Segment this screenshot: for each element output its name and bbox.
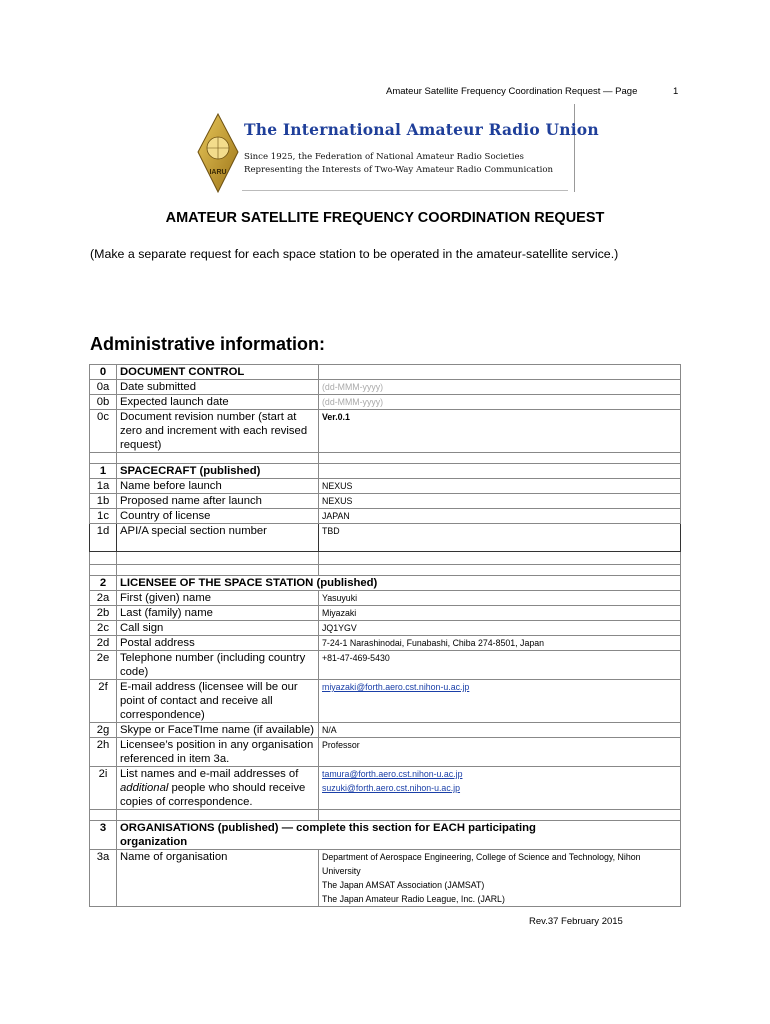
table-row <box>90 479 681 494</box>
email-field <box>319 680 681 723</box>
field-label: Expected launch date <box>117 395 319 410</box>
page-number: 1 <box>673 86 679 97</box>
field-label: Proposed name after launch <box>117 494 319 509</box>
org-tagline-1: Since 1925, the Federation of National Amateur Radio Societies <box>244 152 524 162</box>
org-entry: Department of Aerospace Engineering, College of Science and Technology, Nihon University <box>322 852 641 876</box>
row-number: 2f <box>90 680 117 723</box>
revision-footer: Rev.37 February 2015 <box>529 916 623 927</box>
table-row <box>90 591 681 606</box>
row-number: 0a <box>90 380 117 395</box>
field-label: Call sign <box>117 621 319 636</box>
row-number: 2d <box>90 636 117 651</box>
postal-address-field[interactable]: 7-24-1 Narashinodai, Funabashi, Chiba 274-8501, Japan <box>319 636 681 651</box>
organisation-field[interactable] <box>319 850 681 907</box>
country-field[interactable]: JAPAN <box>319 509 681 524</box>
org-tagline-2: Representing the Interests of Two-Way Amateur Radio Communication <box>244 165 554 175</box>
label-text: people who should receive copies of correspondence. <box>120 782 306 808</box>
section-label: DOCUMENT CONTROL <box>117 365 319 380</box>
date-submitted-field[interactable]: (dd-MMM-yyyy) <box>319 380 681 395</box>
table-row <box>90 524 681 552</box>
row-number: 2 <box>90 576 117 591</box>
email-link[interactable]: tamura@forth.aero.cst.nihon-u.ac.jp <box>322 769 463 779</box>
email-link[interactable]: suzuki@forth.aero.cst.nihon-u.ac.jp <box>322 783 461 793</box>
cc-emails-field <box>319 767 681 810</box>
table-row <box>90 380 681 395</box>
table-row <box>90 821 681 850</box>
org-entry: The Japan Amateur Radio League, Inc. (JARL) <box>322 894 505 904</box>
row-number: 1 <box>90 464 117 479</box>
section-heading: Administrative information: <box>90 334 326 354</box>
row-number: 2i <box>90 767 117 810</box>
field-label: API/A special section number <box>117 524 319 552</box>
api-section-field[interactable]: TBD <box>319 524 681 552</box>
row-number: 1a <box>90 479 117 494</box>
skype-field[interactable]: N/A <box>319 723 681 738</box>
row-number: 3 <box>90 821 117 850</box>
header-divider <box>574 104 575 192</box>
table-row <box>90 850 681 907</box>
field-label: Licensee’s position in any organisation referenced in item 3a. <box>117 738 319 767</box>
admin-form-table <box>89 364 681 907</box>
table-row <box>90 552 681 565</box>
table-row <box>90 453 681 464</box>
first-name-field[interactable]: Yasuyuki <box>319 591 681 606</box>
table-row <box>90 621 681 636</box>
field-label: Country of license <box>117 509 319 524</box>
table-row <box>90 509 681 524</box>
table-row <box>90 365 681 380</box>
row-number: 2a <box>90 591 117 606</box>
section-label: SPACECRAFT (published) <box>117 464 319 479</box>
running-header: Amateur Satellite Frequency Coordination Request — Page <box>386 86 638 97</box>
row-number: 0c <box>90 410 117 453</box>
field-label <box>117 767 319 810</box>
document-title: AMATEUR SATELLITE FREQUENCY COORDINATION REQUEST <box>165 210 605 226</box>
table-row <box>90 565 681 576</box>
row-number: 2g <box>90 723 117 738</box>
row-number: 1d <box>90 524 117 552</box>
revision-field[interactable]: Ver.0.1 <box>319 410 681 453</box>
iaru-badge-text: IARU <box>209 169 227 176</box>
table-row <box>90 636 681 651</box>
table-row <box>90 767 681 810</box>
iaru-logo-icon <box>196 112 240 194</box>
call-sign-field[interactable]: JQ1YGV <box>319 621 681 636</box>
field-label: Last (family) name <box>117 606 319 621</box>
logo-rule <box>242 190 568 191</box>
row-number: 2b <box>90 606 117 621</box>
row-number: 1b <box>90 494 117 509</box>
position-field[interactable]: Professor <box>319 738 681 767</box>
section-label: ORGANISATIONS (published) — complete this section for EACH participating organization <box>117 821 681 850</box>
row-number: 0 <box>90 365 117 380</box>
table-row <box>90 576 681 591</box>
intro-text: (Make a separate request for each space station to be operated in the amateur-satellite service.) <box>90 247 619 261</box>
table-row <box>90 494 681 509</box>
table-row <box>90 810 681 821</box>
table-row <box>90 651 681 680</box>
table-row <box>90 410 681 453</box>
field-label: E-mail address (licensee will be our point of contact and receive all correspondence) <box>117 680 319 723</box>
row-number: 0b <box>90 395 117 410</box>
row-number: 2e <box>90 651 117 680</box>
field-label: First (given) name <box>117 591 319 606</box>
value-cell <box>319 464 681 479</box>
table-row <box>90 723 681 738</box>
table-row <box>90 395 681 410</box>
section-label: LICENSEE OF THE SPACE STATION (published) <box>117 576 681 591</box>
org-name: The International Amateur Radio Union <box>244 120 599 139</box>
row-number: 3a <box>90 850 117 907</box>
field-label: Name before launch <box>117 479 319 494</box>
row-number: 1c <box>90 509 117 524</box>
field-label: Postal address <box>117 636 319 651</box>
table-row <box>90 738 681 767</box>
field-label: Document revision number (start at zero and increment with each revised request) <box>117 410 319 453</box>
table-row <box>90 680 681 723</box>
name-before-launch-field[interactable]: NEXUS <box>319 479 681 494</box>
email-link[interactable]: miyazaki@forth.aero.cst.nihon-u.ac.jp <box>322 682 470 692</box>
last-name-field[interactable]: Miyazaki <box>319 606 681 621</box>
launch-date-field[interactable]: (dd-MMM-yyyy) <box>319 395 681 410</box>
table-row <box>90 606 681 621</box>
table-row <box>90 464 681 479</box>
row-number: 2c <box>90 621 117 636</box>
label-emphasis: additional <box>120 782 169 794</box>
name-after-launch-field[interactable]: NEXUS <box>319 494 681 509</box>
telephone-field[interactable]: +81-47-469-5430 <box>319 651 681 680</box>
label-text: List names and e-mail addresses of <box>120 768 299 780</box>
field-label: Telephone number (including country code) <box>117 651 319 680</box>
field-label: Date submitted <box>117 380 319 395</box>
value-cell <box>319 365 681 380</box>
row-number: 2h <box>90 738 117 767</box>
org-entry: The Japan AMSAT Association (JAMSAT) <box>322 880 485 890</box>
field-label: Skype or FaceTIme name (if available) <box>117 723 319 738</box>
field-label: Name of organisation <box>117 850 319 907</box>
